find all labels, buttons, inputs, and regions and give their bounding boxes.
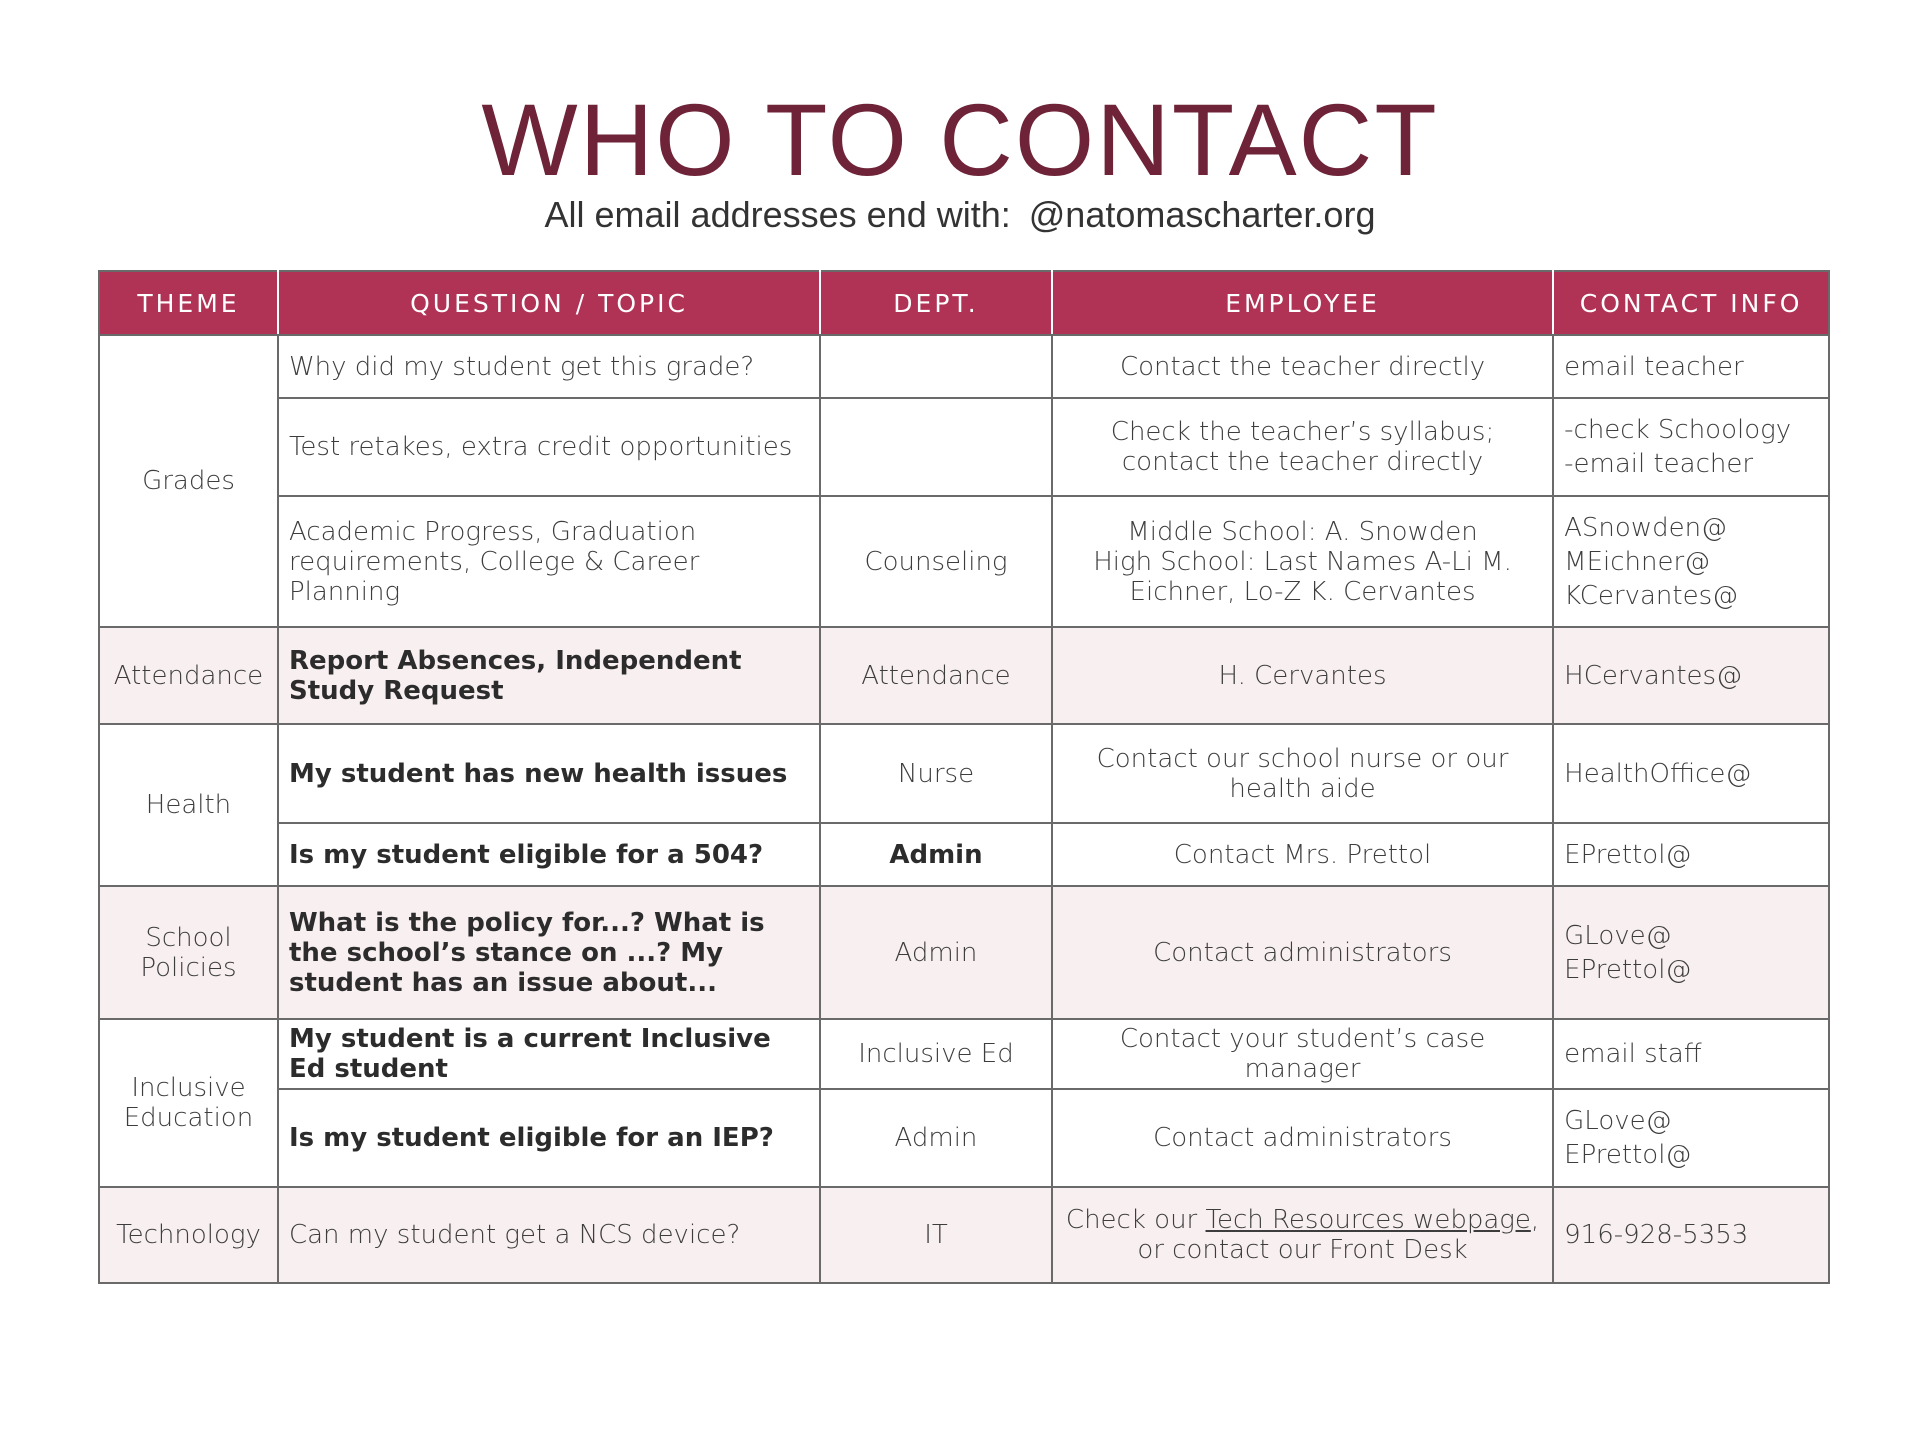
employee-cell: Contact administrators	[1052, 886, 1553, 1019]
contact-cell	[1553, 1089, 1829, 1187]
contact-cell: email teacher	[1553, 335, 1829, 398]
email-domain: @natomascharter.org	[1028, 194, 1376, 235]
theme-cell: School Policies	[99, 886, 278, 1019]
header-question: QUESTION / TOPIC	[278, 271, 820, 335]
contact-cell	[1553, 496, 1829, 627]
header-employee: EMPLOYEE	[1052, 271, 1553, 335]
question-cell: Is my student eligible for a 504?	[278, 823, 820, 886]
employee-cell: Check the teacher’s syllabus; contact the teacher directly	[1052, 398, 1553, 496]
employee-cell: H. Cervantes	[1052, 627, 1553, 724]
table-row	[99, 886, 1829, 1019]
contact-line: -email teacher	[1564, 449, 1754, 479]
contact-line: EPrettol@	[1564, 1140, 1692, 1170]
employee-line: Middle School: A. Snowden	[1127, 516, 1478, 547]
question-cell: Academic Progress, Graduation requirements, College & Career Planning	[278, 496, 820, 627]
contact-table	[98, 270, 1830, 1284]
question-cell: My student has new health issues	[278, 724, 820, 823]
dept-cell: IT	[820, 1187, 1052, 1283]
dept-cell: Admin	[820, 823, 1052, 886]
question-cell: What is the policy for...? What is the school’s stance on ...? My student has an issue about...	[278, 886, 820, 1019]
page-title: WHO TO CONTACT	[481, 83, 1439, 197]
contact-cell: HealthOffice@	[1553, 724, 1829, 823]
subtitle	[0, 194, 1920, 236]
contact-cell: 916-928-5353	[1553, 1187, 1829, 1283]
question-cell: Why did my student get this grade?	[278, 335, 820, 398]
dept-cell: Admin	[820, 886, 1052, 1019]
header-theme: THEME	[99, 271, 278, 335]
contact-cell: EPrettol@	[1553, 823, 1829, 886]
theme-cell: Attendance	[99, 627, 278, 724]
dept-cell: Attendance	[820, 627, 1052, 724]
table-row	[99, 1089, 1829, 1187]
theme-cell: Technology	[99, 1187, 278, 1283]
employee-cell: Contact your student’s case manager	[1052, 1019, 1553, 1089]
employee-cell: Contact our school nurse or our health aide	[1052, 724, 1553, 823]
table-row	[99, 724, 1829, 823]
dept-cell: Counseling	[820, 496, 1052, 627]
employee-cell	[1052, 1187, 1553, 1283]
contact-cell	[1553, 886, 1829, 1019]
question-cell: Can my student get a NCS device?	[278, 1187, 820, 1283]
question-cell: My student is a current Inclusive Ed student	[278, 1019, 820, 1089]
employee-cell: Contact the teacher directly	[1052, 335, 1553, 398]
contact-line: ASnowden@	[1564, 512, 1728, 543]
table-row	[99, 398, 1829, 496]
contact-line: KCervantes@	[1564, 580, 1739, 611]
contact-line: GLove@	[1564, 1106, 1672, 1136]
table-row	[99, 1019, 1829, 1089]
dept-cell: Inclusive Ed	[820, 1019, 1052, 1089]
theme-cell: Health	[99, 724, 278, 886]
table-row	[99, 496, 1829, 627]
contact-cell: email staff	[1553, 1019, 1829, 1089]
dept-cell	[820, 335, 1052, 398]
question-cell: Is my student eligible for an IEP?	[278, 1089, 820, 1187]
question-cell: Test retakes, extra credit opportunities	[278, 398, 820, 496]
contact-line: EPrettol@	[1564, 954, 1692, 985]
header-row	[99, 271, 1829, 335]
table-row	[99, 1187, 1829, 1283]
contact-line: -check Schoology	[1564, 415, 1792, 445]
table-row	[99, 823, 1829, 886]
contact-cell: HCervantes@	[1553, 627, 1829, 724]
subtitle-label: All email addresses end with:	[544, 194, 1011, 235]
theme-cell: Inclusive Education	[99, 1019, 278, 1187]
employee-cell: Contact Mrs. Prettol	[1052, 823, 1553, 886]
dept-cell: Nurse	[820, 724, 1052, 823]
table-row	[99, 627, 1829, 724]
dept-cell	[820, 398, 1052, 496]
contact-line: MEichner@	[1564, 546, 1711, 577]
contact-line: GLove@	[1564, 920, 1672, 951]
question-cell: Report Absences, Independent Study Request	[278, 627, 820, 724]
header-contact: CONTACT INFO	[1553, 271, 1829, 335]
employee-line: High School: Last Names A-Li M. Eichner, Lo-Z K. Cervantes	[1093, 546, 1512, 607]
dept-cell: Admin	[820, 1089, 1052, 1187]
table-row	[99, 335, 1829, 398]
employee-cell: Contact administrators	[1052, 1089, 1553, 1187]
employee-text: , or contact our Front Desk	[1137, 1205, 1540, 1265]
employee-text: Check our	[1065, 1205, 1206, 1235]
header-dept: DEPT.	[820, 271, 1052, 335]
theme-cell: Grades	[99, 335, 278, 627]
tech-resources-link[interactable]: Tech Resources webpage	[1205, 1205, 1531, 1235]
employee-cell	[1052, 496, 1553, 627]
contact-cell	[1553, 398, 1829, 496]
